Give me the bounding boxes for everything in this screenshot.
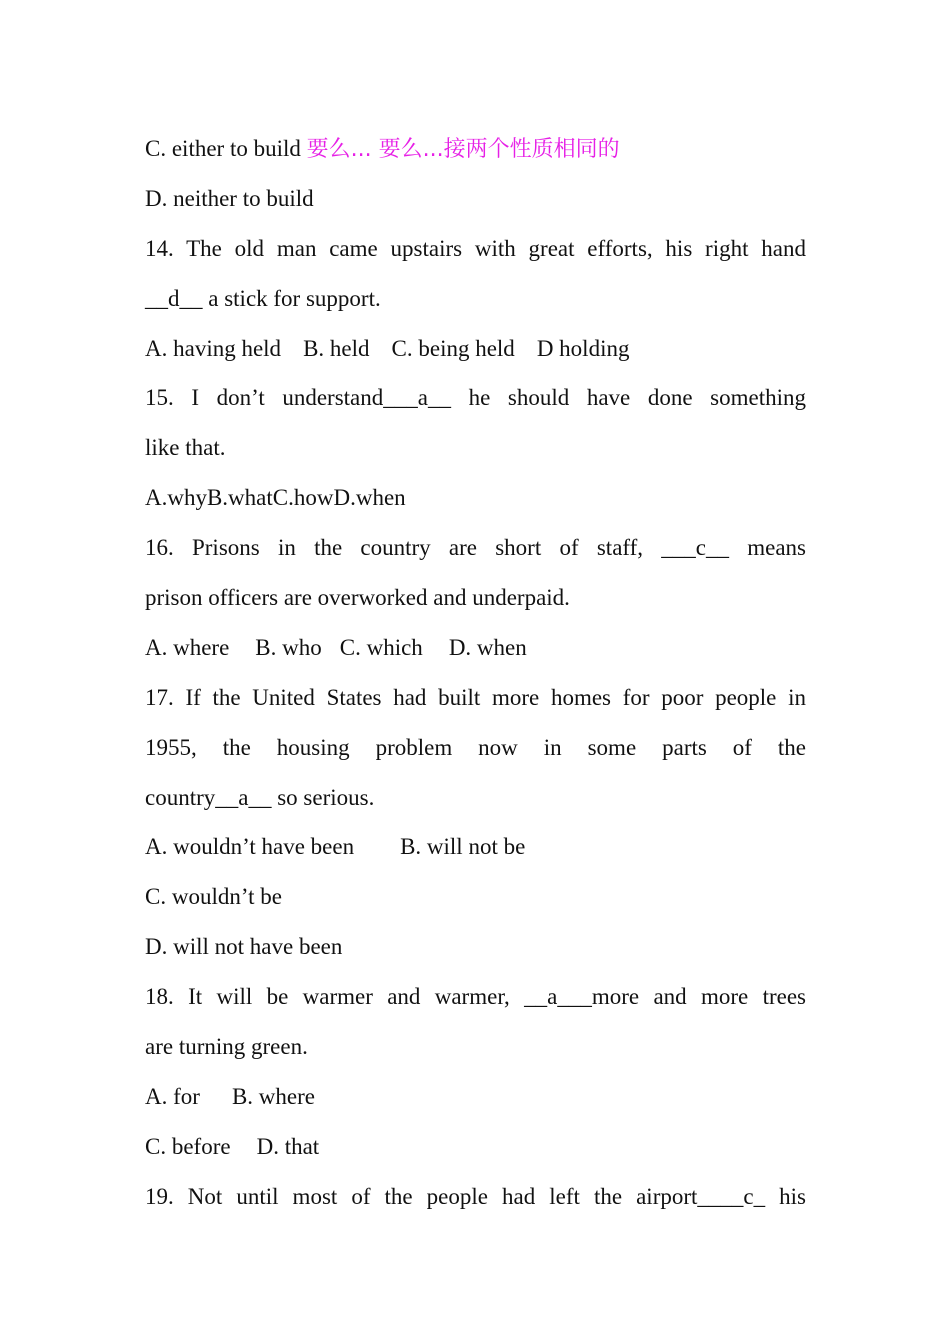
option-line-c <box>145 124 806 174</box>
question-19-line-1: 19. Not until most of the people had left the airport____c_ his <box>145 1183 806 1209</box>
question-list <box>145 124 806 1222</box>
option-d: D. that <box>256 1133 320 1159</box>
option-a: A. having held <box>145 335 282 361</box>
option-a: A. wouldn’t have been <box>145 834 355 860</box>
annotation-note: 要么... 要么...接两个性质相同的 <box>306 137 620 162</box>
question-14-options <box>145 324 806 374</box>
question-17-line-3: country__a__ so serious. <box>145 784 375 810</box>
question-15-line-2: like that. <box>145 435 226 461</box>
question-16-line-1: 16. Prisons in the country are short of staff, ___c__ means <box>145 535 806 561</box>
option-a: A. for <box>145 1083 200 1109</box>
option-c: C. before <box>145 1133 231 1159</box>
option-c: C. being held <box>391 335 515 361</box>
option-b: B. held <box>303 335 370 361</box>
question-17-option-c: C. wouldn’t be <box>145 884 282 910</box>
question-18-options-ab <box>145 1072 806 1122</box>
option-b: B. where <box>231 1083 315 1109</box>
question-17-options-ab <box>145 822 806 872</box>
question-18-options-cd <box>145 1122 806 1172</box>
question-17-line-2: 1955, the housing problem now in some parts of the <box>145 734 806 760</box>
option-b: B. who <box>255 634 322 660</box>
question-16-line-2: prison officers are overworked and underpaid. <box>145 585 570 611</box>
option-d: D. when <box>448 634 527 660</box>
option-line-d: D. neither to build <box>145 185 314 211</box>
question-18-line-2: are turning green. <box>145 1034 308 1060</box>
question-15-options: A.whyB.whatC.howD.when <box>145 485 406 511</box>
question-18-line-1: 18. It will be warmer and warmer, __a___more and more trees <box>145 984 806 1010</box>
question-14-line-2: __d__ a stick for support. <box>145 285 381 311</box>
option-b: B. will not be <box>400 834 526 860</box>
option-d: D holding <box>536 335 630 361</box>
option-a: A. where <box>145 634 230 660</box>
option-c: C. which <box>339 634 423 660</box>
question-15-line-1: 15. I don’t understand___a__ he should have done something <box>145 385 806 411</box>
question-17-option-d: D. will not have been <box>145 934 343 960</box>
question-17-line-1: 17. If the United States had built more homes for poor people in <box>145 684 806 710</box>
option-text: C. either to build <box>145 136 307 161</box>
question-14-line-1: 14. The old man came upstairs with great efforts, his right hand <box>145 235 806 261</box>
question-16-options <box>145 623 806 673</box>
